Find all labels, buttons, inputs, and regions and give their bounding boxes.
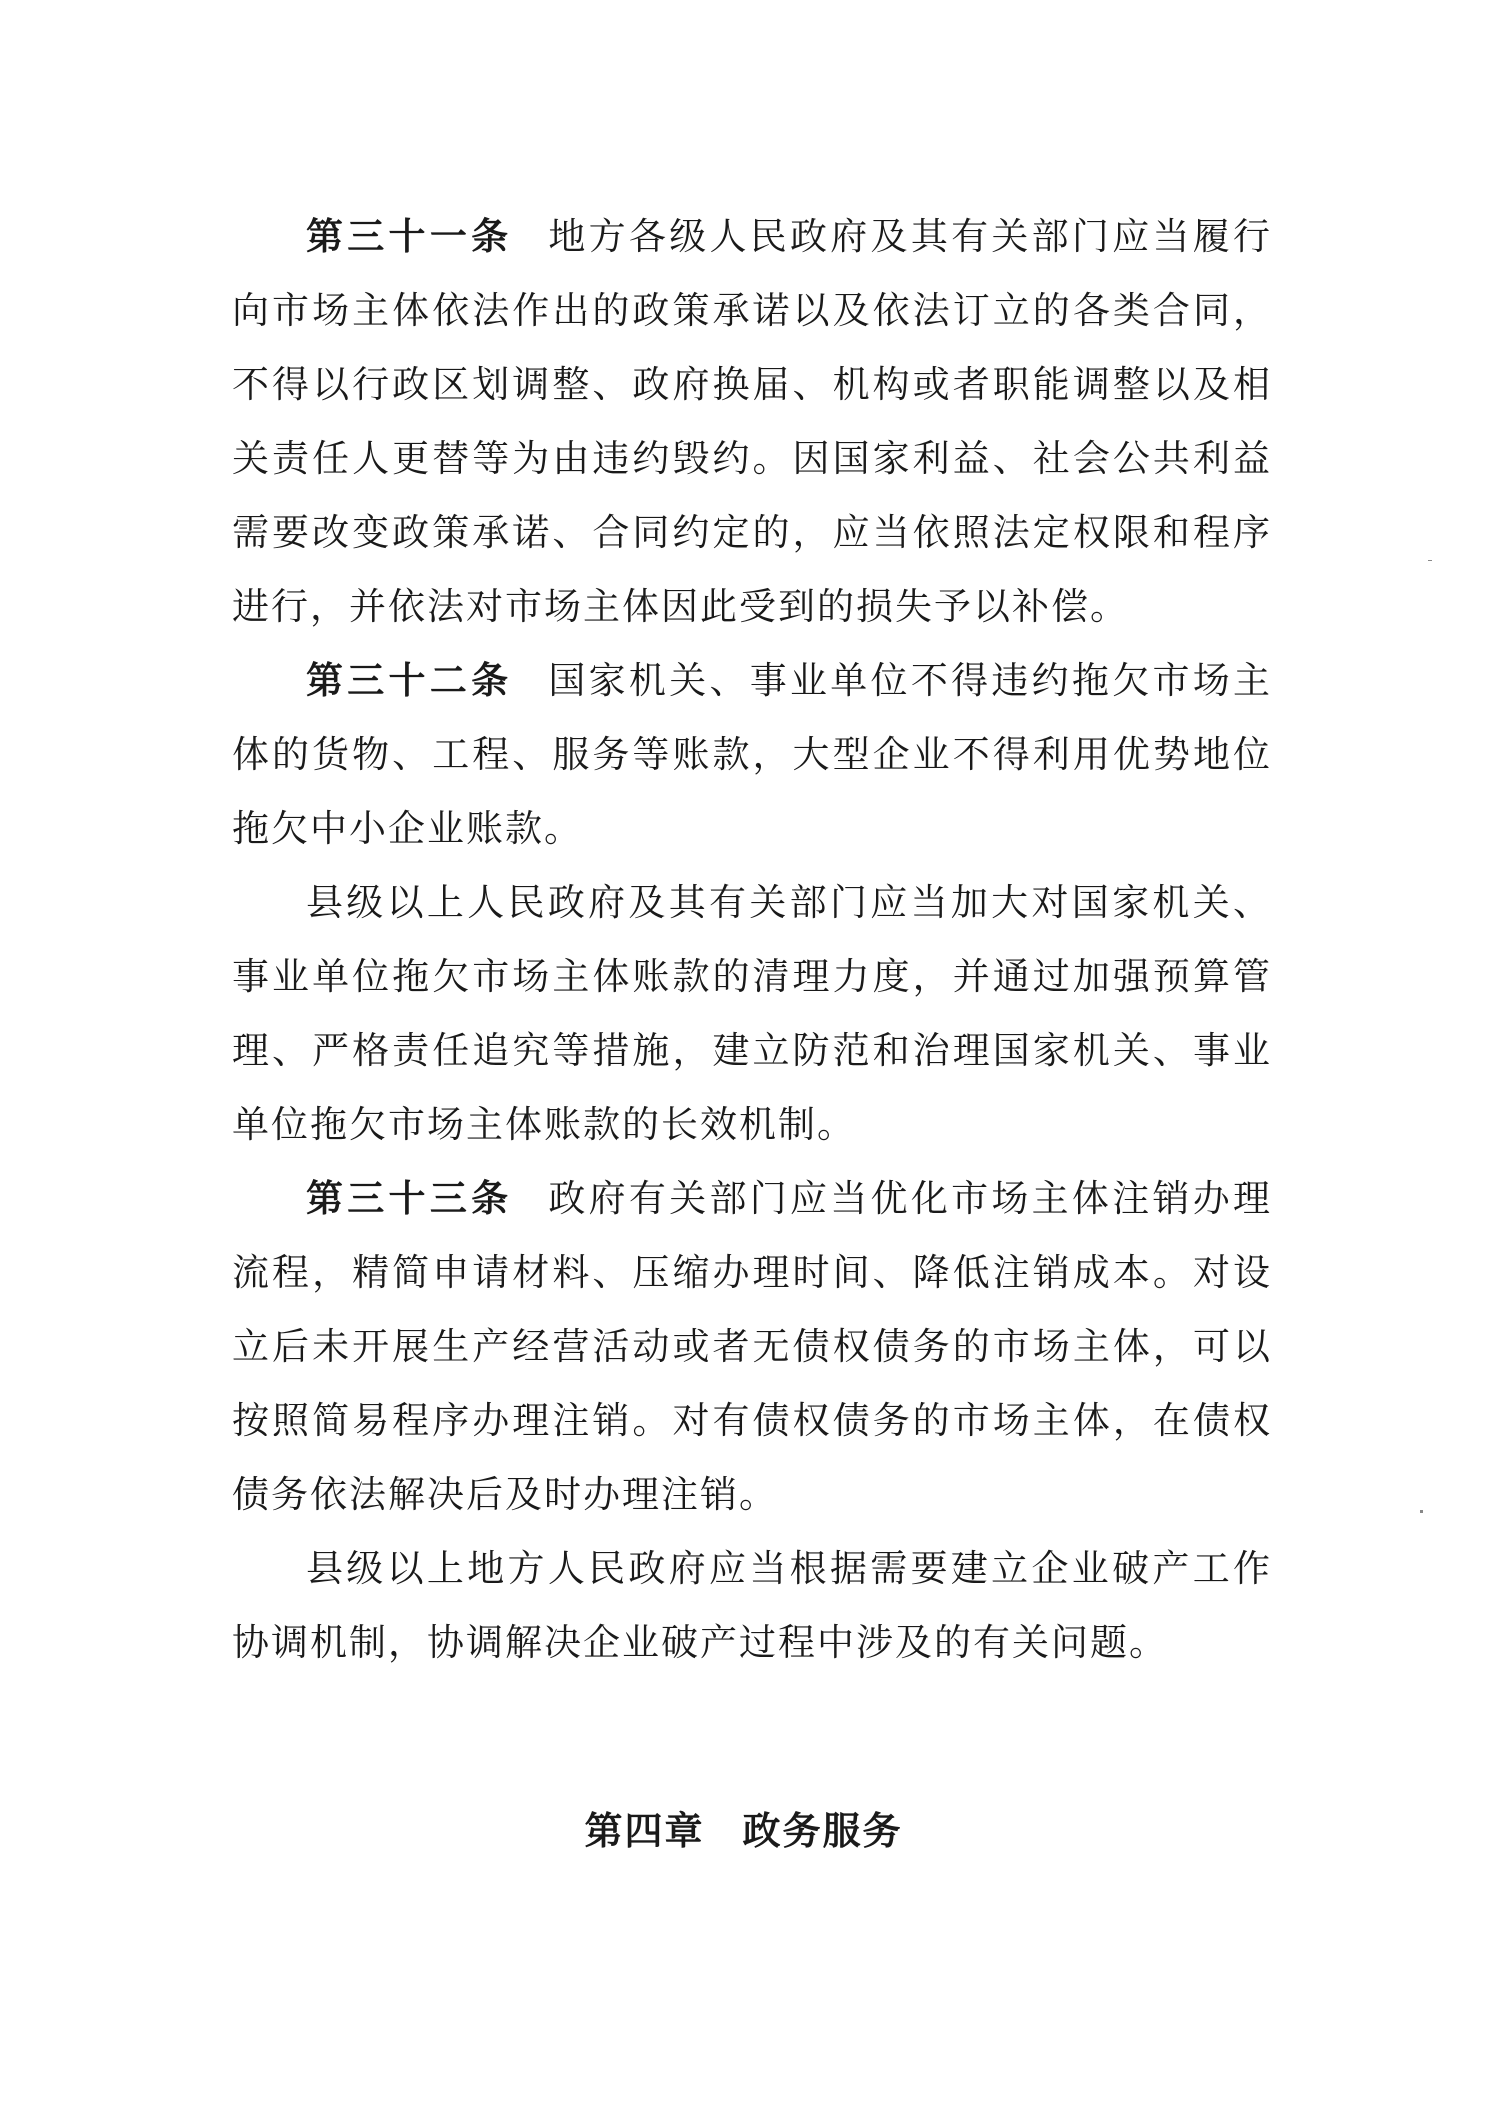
article-33-number: 第三十三条 xyxy=(306,1177,513,1220)
article-33-paragraph xyxy=(232,1162,1272,1532)
article-32-text: 国家机关、事业单位不得违约拖欠市场主体的货物、工程、服务等账款，大型企业不得利用优势地位拖欠中小企业账款。 xyxy=(232,659,1273,850)
article-32-number: 第三十二条 xyxy=(306,659,513,702)
scan-speck xyxy=(1420,1510,1423,1513)
scan-speck xyxy=(1428,560,1432,561)
article-32-paragraph xyxy=(232,644,1272,866)
chapter-heading xyxy=(0,1800,1487,1855)
chapter-title: 政务服务 xyxy=(742,1809,903,1853)
chapter-number: 第四章 xyxy=(584,1809,705,1853)
article-31-text: 地方各级人民政府及其有关部门应当履行向市场主体依法作出的政策承诺以及依法订立的各类合同，不得以行政区划调整、政府换届、机构或者职能调整以及相关责任人更替等为由违约毁约。因国家利益、社会公共利益需要改变政策承诺、合同约定的，应当依照法定权限和程序进行，并依法对市场主体因此受到的损失予以补偿。 xyxy=(232,215,1273,628)
article-33 xyxy=(232,1162,1272,1680)
article-31-number: 第三十一条 xyxy=(306,215,513,258)
article-32 xyxy=(232,644,1272,1162)
article-31-paragraph xyxy=(232,200,1272,644)
article-33-text: 政府有关部门应当优化市场主体注销办理流程，精简申请材料、压缩办理时间、降低注销成本。对设立后未开展生产经营活动或者无债权债务的市场主体，可以按照简易程序办理注销。对有债权债务的市场主体，在债权债务依法解决后及时办理注销。 xyxy=(232,1177,1273,1516)
article-32-extra-paragraph: 县级以上人民政府及其有关部门应当加大对国家机关、事业单位拖欠市场主体账款的清理力度，并通过加强预算管理、严格责任追究等措施，建立防范和治理国家机关、事业单位拖欠市场主体账款的长效机制。 xyxy=(232,881,1272,1146)
article-31 xyxy=(232,200,1272,644)
article-33-extra-paragraph: 县级以上地方人民政府应当根据需要建立企业破产工作协调机制，协调解决企业破产过程中涉及的有关问题。 xyxy=(232,1547,1272,1664)
